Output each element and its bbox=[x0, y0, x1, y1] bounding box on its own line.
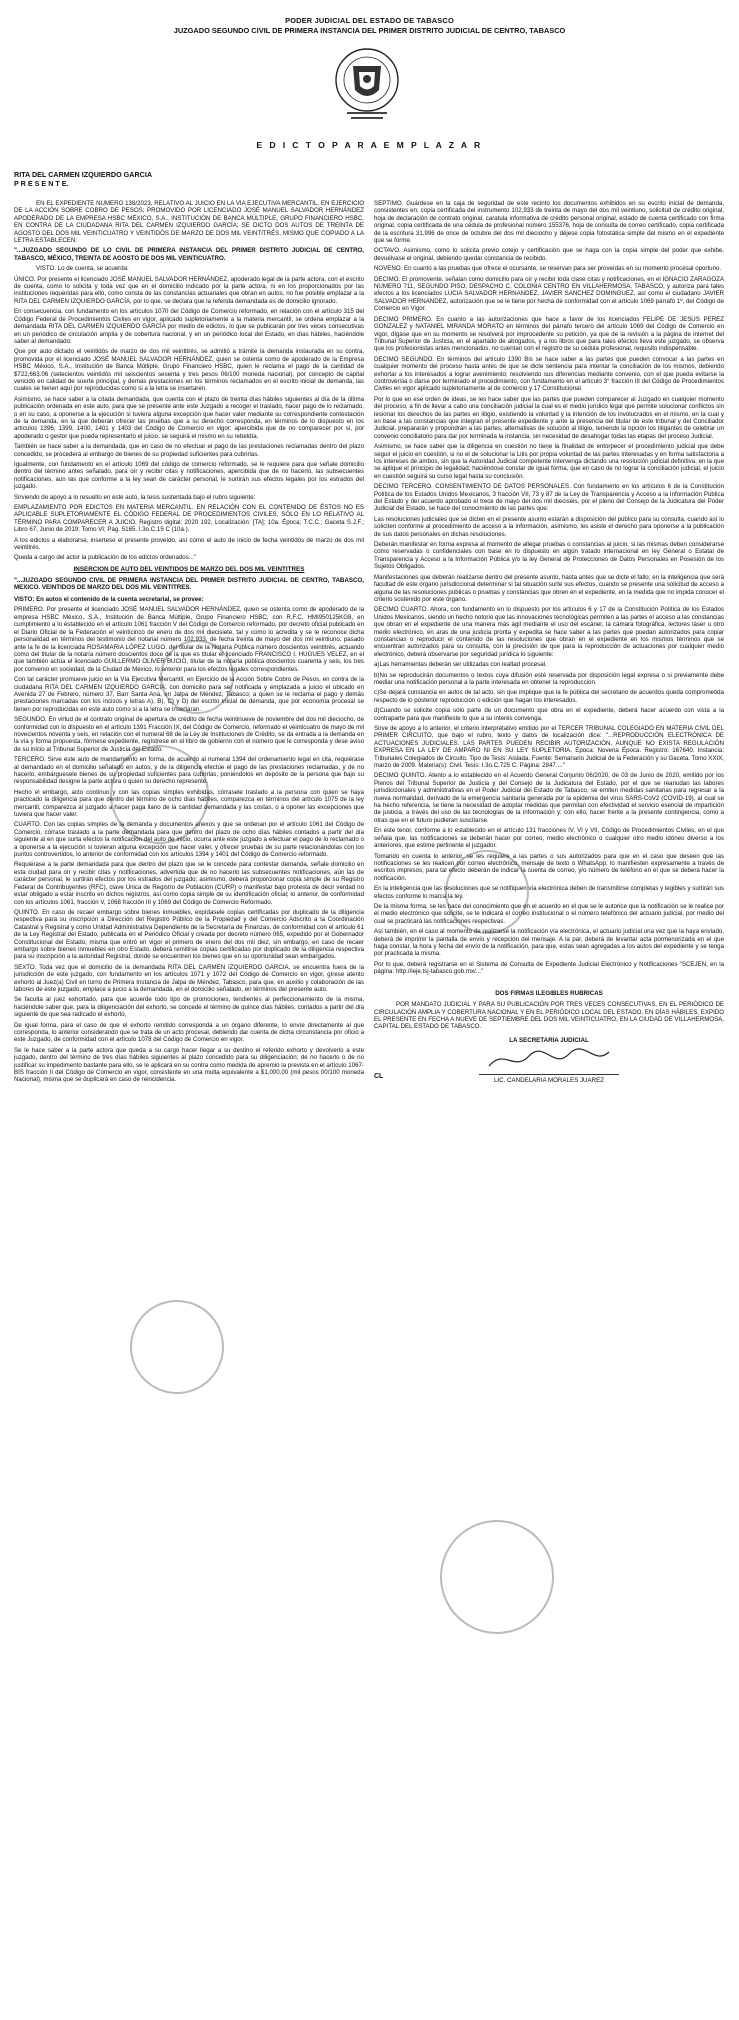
paragraph: Hecho el embargo, acto continuo y con las copias simples exhibidas, córrasele traslado a la persona con quien se haya practicado la diligencia para que dentro del término de ocho días hábiles, comparezca en términos del artículo 1075 de la ley mercantil, comparezca al juzgado a hacer paga llano de la cantidad demandada y las costas, o a oponer las excepciones que tuviera que hacer valer. bbox=[14, 788, 364, 819]
paragraph: Se faculta al juez exhortado, para que acuerde todo tipo de promociones, tendientes al perfeccionamiento de la misma, haciéndole saber que, para la diligenciación del exhorto, se concede el término de quince días hábiles, contados a partir del día siguiente de que sea radicado el exhorto, bbox=[14, 996, 364, 1019]
paragraph: Se le hace saber a la parte actora que queda a su cargo hacer llegar a su destino el referido exhorto y devolverlo a este juzgado, dentro del término de tres días hábiles siguientes al plazo concedido para su diligenciación; de no hacerlo o de no justificar su impedimento bastante para ello, se le aplicará en su contra como medida de apremio la prevista en el artículo 1067-BIS fracción II del Código de Comercio en vigor, consistente en una multa equivalente a $1,000.00 (mil pesos 00/100 moneda Nacional), misma que se duplicará en caso de reincidencia. bbox=[14, 1046, 364, 1084]
court-seal-logo bbox=[333, 46, 401, 124]
paragraph: EN EL EXPEDIENTE NÚMERO 138/2023, RELATIVO AL JUICIO EN LA VÍA EJECUTIVA MERCANTIL, EN EJERCICIO DE LA ACCIÓN SOBRE COBRO DE PESOS; PROMOVIDO POR LICENCIADO JOSÉ MANUEL SALVADOR HERNÁNDEZ APODERADO DE LA EMPRESA HSBC MÉXICO, S.A., INSTITUCIÓN DE BANCA MÚLTIPLE, GRUPO FINANCIERO HSBC, EN CONTRA DE LA CIUDADANA RITA DEL CARMEN IZQUIERDO GARCÍA; SE DICTO DOS AUTOS DE TREINTA DE AGOSTO DEL DOS MIL VEINTICUATRO Y VEINTIDÓS DE MARZO DE DOS MIL VEINTITRÉS, MISMO QUE COPIADO A LA LETRA ESTABLECEN: bbox=[14, 200, 364, 245]
paragraph: DECIMO QUINTO. Atento a lo establecido en el Acuerdo General Conjunto 06/2020, de 03 de Junio de 2020, emitido por los Plenos del Tribunal Superior de Justicia y del Consejo de la Judicatura del Estado, por el que se reanudan las labores jurisdiccionales y administrativas en el Poder Judicial del Estado de Tabasco, se emiten medidas sanitarias para regresar a la nueva normalidad, derivado de la emergencia sanitaria generada por la epidemia del virus SARS-CoV2 (COVID-19), al cual se ha hecho referencia, se tiene la necesidad de adoptar medidas que permitan con efectividad el servicio esencial de impartición de justicia, a través del uso de las tecnologías de la información y; con ello, hacer frente a la presente contingencia, como a otras que en el futuro pudieran suscitarse. bbox=[374, 772, 724, 824]
body-columns bbox=[14, 200, 725, 2000]
paragraph: DECIMO TERCERO. CONSENTIMIENTO DE DATOS PERSONALES. Con fundamento en los artículos 6 de la Constitución Política de los Estados Unidos Mexicanos, 3 fracción VII, 73 y 87 de la Ley de Transparencia y Acceso a la Información Pública del Estado y del acuerdo aprobado el trece de mayo del dos mil dieciséis, por el pleno del Consejo de la Judicatura del Poder Judicial del Estado, se hace del conocimiento de las partes que: bbox=[374, 483, 724, 513]
paragraph: DECIMO PRIMERO. En cuanto a las autorizaciones que hace a favor de los licenciados FELIPE DE JESUS PEREZ GONZALEZ y NATANIEL MIRANDA MORATO en términos del párrafo tercero del artículo 1069 del Código de Comercio en vigor, dígase que en su momento se resolverá por improcedente su petición, ya que de la revisión a la página de internet del Tribunal Superior de Justicia, en el apartado de abogados, y a los libros que para tales efectos lleva este juzgado, se observa que los profesionistas antes mencionados, no cuentan con el registro de su cédula profesional, requisito indispensable. bbox=[374, 315, 724, 353]
header-line-1: PODER JUDICIAL DEL ESTADO DE TABASCO bbox=[285, 16, 454, 25]
paragraph: También se hace saber a la demandada, que en caso de no efectuar el pago de las prestaciones reclamadas dentro del plazo concedido, se procederá al embargo de bienes de su propiedad suficientes para cubrirlas. bbox=[14, 443, 364, 458]
paragraph: Con tal carácter promueve juicio en la Vía Ejecutiva Mercantil, en Ejercicio de la Acción Sobre Cobro de Pesos, en contra de la ciudadana RITA DEL CARMEN IZQUIERDO GARCIA, con domicilio para ser notificada y emplazada a juicio el ubicado en Avenida 27 de Febrero, número 37, Barr Santa Ana, en Jalpa de Méndez, Tabasco; a quien se le reclama el pago y demás prestaciones marcadas con los incisos y letras A), B), C) y D) del escrito inicial de demanda, que por economía procesal se tienen por reproducidas en este auto como si a la letra se insertaran. bbox=[14, 676, 364, 713]
paragraph: QUINTO. En caso de recaer embargo sobre bienes inmuebles, expídasele copias certificadas por duplicado de la diligencia respectiva para su inscripción a Dirección del Registro Público de la Propiedad y del Comercio Adscrito a la Coordinación Catastral y Registral y como Unidad Administrativa Dependiente de la Secretaría de Finanzas, de conformidad con el artículo 61 de la Ley Registral del Estado, publicada en el Periódico Oficial y creada por decreto número 065, expedido por el Gobernador Constitucional del Estado, misma que entró en vigor el primero de enero del dos mil diez, sin embargo, en caso de recaer embargo sobre bienes inmuebles en otro Estado, deberá remitirse copias certificadas por duplicado de la diligencia respectiva para su inscripción a la autoridad Registral, donde se encuentren los bienes que en su oportunidad sean embargados. bbox=[14, 908, 364, 961]
paragraph: TERCERO. Sirve este auto de mandamiento en forma, de acuerdo al numeral 1394 del ordenamiento legal en cita, requiérase al demandado en el domicilio señalado en autos, y de la diligencia efectúe el pago de las prestaciones reclamadas, y de no hacerlo, embárguesele bienes de su propiedad suficientes para cubrirlas, poniéndolos en depósito de la persona que bajo su responsabilidad designe la parte actora o quien su derecho represente. bbox=[14, 756, 364, 786]
paragraph: NOVENO. En cuanto a las pruebas que ofrece el ocursante, se reservan para ser proveídas en su momento procesal oportuno. bbox=[374, 265, 722, 273]
paragraph: CUARTO. Con las copias simples de la demanda y documentos anexos y que se ordenan por el artículo 1061 del Código de Comercio, córrase traslado a la parte demandada para que dentro del plazo de ocho días hábiles contados a partir del día siguiente al en que surta efectos la notificación del auto de inicio, ocurra ante este juzgado a efectuar el pago de lo reclamado o a oponerse a la ejecución si tuvieran alguna excepción que hacer valer, y ofrecer pruebas de su parte relacionándolas con los puntos controvertidos, lo anterior de conformidad con los artículos 1394 y 1401 del Código de Comercio reformado. bbox=[14, 821, 364, 859]
paragraph: VISTO: En autos el contenido de la cuenta secretarial, se provee: bbox=[14, 596, 204, 604]
secretary-title: LA SECRETARIA JUDICIAL bbox=[509, 1036, 589, 1044]
court-stamp bbox=[110, 745, 209, 844]
paragraph: Sirve de apoyo a lo anterior, el criterio interpretativo emitido por el TERCER TRIBUNAL COLEGIADO EN MATERIA CIVIL DEL PRIMER CIRCUITO, que bajo el rubro, texto y datos de localización dice: "...REPRODUCCIÓN ELECTRÓNICA DE ACTUACIONES JUDICIALES. LAS PARTES PUEDEN RECIBIR AUTORIZACIÓN, AUNQUE NO EXISTA REGULACIÓN EXPRESA EN LA LEY DE AMPARO NI EN SU LEY SUPLETORIA. Época: Novena Época. Registro: 167640. Instancia: Tribunales Colegiados de Circuito. Tipo de Tesis: Aislada. Fuente: Semanario Judicial de la Federación y su Gaceta. Tomo XXIX, marzo de 2009. Materia(s): Civil. Tesis: I.3o.C.725 C. Página: 2847...." bbox=[374, 725, 724, 770]
paragraph: En consecuencia, con fundamento en los artículos 1070 del Código de Comercio reformado, en relación con el artículo 315 del Código Federal de Procedimientos Civiles en vigor, aplicado supletoriamente a la materia mercantil, se ordena emplazar a la demandada RITA DEL CARMEN IZQUIERDO GARCÍA por medio de edictos, lo que se publicarán por tres veces consecutivas en un periódico de circulación amplia y de cobertura nacional, y en un periódico local del Estado, en días hábiles, haciéndole saber al demandado: bbox=[14, 308, 364, 345]
paragraph: A los edictos a elaborarse, insertese el presente proveído, así como el auto de inicio de fecha veintidós de marzo de dos mil veintitrés. bbox=[14, 536, 364, 552]
addressee-block bbox=[14, 170, 152, 188]
paragraph: SEXTO. Toda vez que el domicilio de la demandada RITA DEL CARMEN IZQUIERDO GARCIA, se encuentra fuera de la jurisdicción de este juzgado, con fundamento en los artículos 1071 y 1072 del Código de Comercio en vigor, gírese atento exhorto al Juez(a) Civil en turno de Primera Instancia de Jalpa de Méndez, Tabasco, para que, en auxilio y colaboración de las labores de este juzgado, emplace a juicio a la demandada, en el domicilio señalado, en términos del presente auto. bbox=[14, 963, 364, 993]
paragraph: a)Las herramientas deberán ser utilizadas con lealtad procesal. bbox=[374, 661, 547, 669]
signature-block bbox=[374, 989, 724, 1085]
signatures-note: DOS FIRMAS ILEGIBLES RUBRICAS bbox=[495, 989, 603, 997]
court-stamp bbox=[130, 1300, 224, 1394]
paragraph: SEPTIMO. Guárdese en la caja de seguridad de este recinto los documentos exhibidos en su escrito inicial de demanda, consistentes en: copia certificada del instrumento 102,933 de treinta de mayo del dos mil veintiuno, solicitud de crédito original, hoja de declaración de contrato original, caratula informativa de crédito personal original, estado de cuenta certificado con firma original, copia certificada de una cédula de profesional número 155376, hoja de consulta de correo certificado, copia certificada de la escritura 31,996 de once de octubre del dos mil dieciocho y déjese copia fotostática simple del mismo en el expediente que se forme. bbox=[374, 200, 724, 245]
paragraph: b)No se reproducirán documentos o textos cuya difusión esté reservada por disposición legal expresa o si previamente debe mediar una notificación personal a la parte interesada en obtener la reproducción. bbox=[374, 671, 724, 686]
paragraph: "...JUZGADO SEGUNDO CIVIL DE PRIMERA INSTANCIA DEL PRIMER DISTRITO JUDICIAL DE CENTRO, TABASCO, MEXICO. VEINTIDOS DE MARZO DEL DOS MIL VEINTITRES. bbox=[14, 576, 364, 592]
court-stamp bbox=[160, 640, 234, 714]
paragraph: Queda a cargo del actor la publicación de los edictos ordenados..." bbox=[14, 554, 197, 562]
paragraph: En la inteligencia que las resoluciones que se notifiquen vía electrónica deben de transmitirse completas y legibles y surtirán sus efectos conforme lo marca la ley. bbox=[374, 885, 724, 900]
paragraph: EMPLAZAMIENTO POR EDICTOS EN MATERIA MERCANTIL. EN RELACIÓN CON EL CONTENIDO DE ÉSTOS NO ES APLICABLE SUPLETORIAMENTE EL CÓDIGO FEDERAL DE PROCEDIMIENTOS CIVILES, SÓLO EN LO RELATIVO AL TÉRMINO PARA COMPARECER A JUICIO. Registro digital: 2020 192, Localización: [TA]; 10a. Época; T.C.C.; Gaceta S.J.F.; Libro 67, Junio de 2019; Tomo VI; Pág. 5165. I.3o.C.15 C (10a.). bbox=[14, 504, 364, 534]
paragraph: De igual forma, para el caso de que el exhorto remitido corresponda a un órgano diferente, lo envíe directamente al que corresponda, lo anterior considerando que se trata de un acto procesal, debiendo dar cuenta de dicha circunstancia por oficio a este Juzgado, de conformidad con el artículo 1078 del Código de Comercio en vigor. bbox=[14, 1021, 364, 1044]
initials: CL bbox=[374, 1073, 384, 1080]
publication-order: POR MANDATO JUDICIAL Y PARA SU PUBLICACIÓN POR TRES VECES CONSECUTIVAS, EN EL PERIÓDICO DE CIRCULACIÓN AMPLIA Y COBERTURA NACIONAL Y EN EL PERIÓDICO LOCAL DEL ESTADO, EN DÍAS HÁBILES, EXPIDO EL PRESENTE EN FECHA A NUEVE DE SEPTIEMBRE DEL DOS MIL VEINTICUATRO, EN LA CIUDAD DE VILLAHERMOSA, CAPITAL DEL ESTADO DE TABASCO. bbox=[374, 1001, 724, 1031]
document-title: E D I C T O P A R A E M P L A Z A R bbox=[256, 140, 483, 150]
paragraph: PRIMERO. Por presente el licenciado JOSÉ MANUEL SALVADOR HERNÁNDEZ, quien se ostenta como de apoderado de la empresa HSBC México, S.A., Institución de Banca Múltiple, Grupo Financiero HSBC, con R.F.C. HMI950125KG8, en cumplimiento a lo establecido en el artículo 1061 fracción V del Código de Comercio reformado, por decreto oficial publicado en el Diario Oficial de la Federación el veinticinco de enero de dos mil diecisiete, tal y como lo acredita y se le reconoce dicha personalidad en términos del testimonio del notarial número 102,933, de fecha treinta de mayo del dos mil veintiuno, pasado ante la fe de la licenciada ROSAMARIA LÓPEZ LUGO, del titular de la Notaría Pública número doscientos veintitrés, actuando como del titular de la notaría número doscientos doce de la que es titular el licenciado FRANCISCO I. HUGUES VELEZ, en el que también actúa el licenciado GUILLERMO OLIVER BUCIO, titular de la notaría pública doscientos cuarenta y seis, los tres por convenio en sociedad, de la Ciudad de México, lo anterior para los efectos legales correspondientes. bbox=[14, 606, 364, 673]
court-stamp bbox=[445, 850, 529, 934]
paragraph: De la misma forma, se les hace del conocimiento que en el acuerdo en el que se le autorice que la notificación se le realice por el medio electrónico que solicite, se le indicará el correo institucional o el número telefónico del actuario judicial, por medio del cual se practicará las notificaciones respectivas. bbox=[374, 902, 724, 925]
handwritten-signature bbox=[479, 1044, 619, 1074]
paragraph: ÚNICO. Por presente el licenciado JOSÉ MANUEL SALVADOR HERNÁNDEZ, apoderado legal de la parte actora, con el escrito de cuenta, como lo solicita y toda vez que en el domicilio indicado por la parte actora, ni en los proporcionados por las instituciones requeridas para ello, como consta de las constancias actuariales que obran en autos, no fue posible emplazar a la RITA DEL CARMEN IZQUIERDO GARCÍA, por lo que, se declara que la referida demandada es de domicilio ignorado. bbox=[14, 275, 364, 305]
paragraph: Así también, en el caso al momento de realizarse la notificación vía electrónica, el actuario judicial una vez que la haya enviado, deberá de imprimir la pantalla de envío y recepción del mensaje. A la par, deberá de levantar acta pormenorizada en el que haga constar, la hora y fecha del envío de la notificación, para que, estas sean agregadas a los autos del expediente y se tenga por practicada la misma. bbox=[374, 928, 724, 958]
paragraph: Asimismo, se hace saber que la diligencia en cuestión no tiene la finalidad de entorpecer el procedimiento judicial que debe seguir el juicio en cuestión, si no el de solucionar la Litis por propia voluntad de las partes interesadas y en forma satisfactoria a los intereses de ambos, sin que la Autoridad Judicial competente intervenga dictando una resolución judicial definitiva, en la que se aplique el principio de legalidad; haciéndose constar de igual forma, que en caso de no lograr la conciliación judicial, el juicio en cuestión seguirá su curso legal hasta su conclusión. bbox=[374, 443, 724, 480]
paragraph: Por lo que en ese orden de ideas, se les hace saber que las partes que pueden comparecer al Juzgado en cualquier momento del proceso, a fin de llevar a cabo una conciliación judicial la cual es el medio jurídico legal que permite solucionar conflictos sin lesionar los derechos de las partes en litigio, existiendo la voluntad y la intención de los involucrados en el mismo, en la cual y en base a las constancias que integran el presente expediente y ante la presencia del titular de este tribunal y del Conciliador Judicial, prepararán y propondrán a las partes, alternativas de solución al litigio, teniendo la opción los litigantes de celebrar un convenio conciliatorio para dar por terminada la instancia, sin necesidad de desahogar todas las etapas del proceso Judicial. bbox=[374, 395, 724, 440]
right-column bbox=[374, 200, 724, 2000]
paragraph: Igualmente, con fundamento en el artículo 1069 del código de comercio reformado, se le requiere para que señale domicilio dentro del término antes señalado, para oír y recibir citas y notificaciones, apercibida que de no hacerlo, las subsecuentes notificaciones, aun las que conforme a la ley sean de carácter personal, le surtirán sus efectos legales por los estrados del juzgado. bbox=[14, 461, 364, 491]
addressee-name: RITA DEL CARMEN IZQUIERDO GARCIA bbox=[14, 170, 153, 179]
court-stamp bbox=[440, 1520, 554, 1634]
header-line-2: JUZGADO SEGUNDO CIVIL DE PRIMERA INSTANCIA DEL PRIMER DISTRITO JUDICIAL DE CENTRO, TABASCO bbox=[173, 26, 566, 35]
paragraph: En este tenor, conforme a lo establecido en el artículo 131 fracciones IV, VI y VII, Código de Procedimientos Civiles, en el que señala que, las notificaciones se deberán hacer por correo, medio electrónico o cualquier otro medio idóneo diverso a los anteriores, que estime pertinente el juzgador. bbox=[374, 827, 724, 850]
paragraph: OCTAVO. Asimismo, como lo solicita previo cotejo y certificación que se haga con la copia simple del poder que exhibe, devuélvase el original, debiendo quedar constancia de recibido. bbox=[374, 247, 724, 262]
paragraph: Manifestaciones que deberán realizarse dentro del presente asunto, hasta antes que se dicte el fallo; en la inteligencia que será facultad de este órgano jurisdiccional determinar si tal situación surte sus efectos, cuando se presente una solicitud de acceso a alguna de las resoluciones públicas o pruebas y constancias que obren en el expediente, en la medida que no impida conocer el criterio sostenido por este órgano. bbox=[374, 573, 724, 603]
paragraph: DECIMO SEGUNDO. En términos del artículo 1390 Bis se hace saber a las partes que pueden convocar a las partes en cualquier momento del proceso hasta antes de que se dicte sentencia para intentar la conciliación de los mismos, debiendo exhortar a los interesados a lograr avenimiento; resolviendo sus diferencias mediante convenio, con el que pueda evitarse la controversia o darse por terminado el procedimiento, con fundamento en el artículo 3° fracción III del Código de Procedimientos Civiles en vigor aplicado supletoriamente al de comercio y 17 Constitucional. bbox=[374, 355, 724, 393]
paragraph: c)Se dejará constancia en autos de tal acto, sin que implique que la fe pública del secretario de acuerdos queda comprometida respecto de lo posterior reproducción o edición que hagan los interesados. bbox=[374, 689, 724, 704]
paragraph: DECIMO. El promovente, señalan como domicilio para oír y recibir toda clase citas y notificaciones, en el IGNACIO ZARAGOZA NUMERO 711, SEGUNDO PISO, DESPACHO C, COLONIA CENTRO EN VILLAHERMOSA, TABASCO, y autoriza para tales efectos a los licenciados LUCIA SALVADOR HERNANDEZ, JAVIER SANCHEZ DOMINGUEZ, así como el ciudadano JAVIER SALVADOR HERNANDEZ, autorización que se le tiene por hecha de conformidad con el artículo 1069 párrafo 1º, del Código de Comercio en Vigor. bbox=[374, 275, 724, 313]
paragraph: d)Cuando se solicite copia sólo parte de un documento que obra en el expediente, deberá hacer acuerdo con vista a la contraparte para que manifieste lo que a su interés convenga. bbox=[374, 707, 724, 722]
document-header bbox=[12, 16, 727, 134]
paragraph: SEGUNDO. En virtud de el contrato original de apertura de crédito de fecha veintinueve de noviembre del dos mil dieciocho, de conformidad con lo dispuesto en el artículo 1391 Fracción IX, del Código de Comercio, reformado el veinticuatro de mayo de mil novecientos noventa y seis, en relación con el numeral 68 de la Ley de Instituciones de Crédito, se da entrada a la demanda en la vía y forma propuesta, fórmese expediente, regístrese en el libro de gobierno con el número que le corresponda y dese aviso de su inicio al Tribunal Superior de Justicia del Estado. bbox=[14, 716, 364, 753]
paragraph: Deberán manifestar en forma expresa al momento de allegar pruebas o constancias al juicio, si las mismas deben considerarse como reservadas o confidenciales con base en lo dispuesto en algún tratado internacional en ley General o Estatal de Transparencia y Acceso a la Información Pública y/o la ley General de Protecciones de Datos Personales en Posesión de los Sujetos Obligados. bbox=[374, 541, 724, 571]
paragraph: Asimismo, se hace saber a la citada demandada, que cuenta con el plazo de treinta días hábiles siguientes al día de la última publicación ordenada en este auto, para que se presente ante este Juzgado a recoger el traslado, hacer pago de lo reclamado, o en su caso, a oponerse a la ejecución si tuviera alguna excepción que hacer valer mediante su correspondiente contestación de la demanda, en la que deberán ofrecer las pruebas que a su derecho corresponda, en términos de lo dispuesto en los artículos 1396, 1399, 1400, 1401 y 1403 del Código de Comercio en vigor; apercibida que de no comparecer por sí, por apoderado o gestor que pueda representarlo el juicio, se seguirá el mismo en su rebeldía. bbox=[14, 395, 364, 440]
paragraph: VISTO. Lo de cuenta, se acuerda: bbox=[36, 265, 129, 273]
paragraph: Tomando en cuenta lo anterior, se les requiere a las partes o sus autorizados para que en el caso que deseen que las notificaciones se les realicen por correo electrónico, mensaje de texto o WhatsApp, lo manifiesten expresamente a través de escritos impresos; para tal efecto deberán de indicar la cuenta de correo, y/o número de teléfono en el que se deberá hacer la notificación. bbox=[374, 852, 724, 882]
secretary-name: LIC. CANDELARIA MORALES JUAREZ bbox=[493, 1077, 605, 1085]
paragraph: Las resoluciones judiciales que se dicten en el presente asunto estarán a disposición del público para su consulta, cuando así lo soliciten conforme al procedimiento de acceso a la información, asimismo, les asiste el derecho para oponerse a la publicación de sus datos personales en dichas resoluciones. bbox=[374, 515, 724, 538]
paragraph: Requiérase a la parte demandada para que dentro del plazo que se le concede para contestar demanda, señale domicilio en esta ciudad para oír y recibir citas y notificaciones, advertida que de no hacerlo las subsecuentes notificaciones, aún las de carácter personal, le surtirán efectos por los estrados del juzgado; asimismo, deberá proporcionar copia simple de su Registro Federal de Contribuyentes (RFC), clave Única de Registro de Población (CURP) o manifestar bajo protesta de decir verdad no estar obligado a estar inscrito en dichos registros, así como copia simple de su identificación oficial; lo anterior, de conformidad con los artículos 1061, fracción V, 1068 fracción III y 1069 del Código de Comercio Reformado. bbox=[14, 861, 364, 906]
paragraph: Por lo que, deberá registrarse en el Sistema de Consulta de Expediente Judicial Electrónico y Notificaciones "SCEJEN, en la página: http://ieje.tsj-tabasco.gob.mx/..." bbox=[374, 960, 724, 976]
paragraph: DECIMO CUARTO. Ahora, con fundamento en lo dispuesto por los artículos 6 y 17 de la Constitución Política de los Estados Unidos Mexicanos, siendo un hecho notorio que las innovaciones tecnológicas permiten a las partes el acceso a las constancias que obran en el expediente de una manera más ágil mediante el uso del escáner, la cámara fotográfica, lectores láser u otro medio electrónico, en aras de una justicia pronta y expedita se hace saber a las partes que puedan autorizados para copiar constancias o reproducir el contenido de las resoluciones que obran en el expediente en los mismos términos que se encuentran autorizados para su consulta, con la precisión de que para la reproducción de actuaciones por cualquier medio electrónico, deberá observarse por seguridad jurídica lo siguiente: bbox=[374, 606, 724, 658]
paragraph: "...JUZGADO SEGUNDO DE LO CIVIL DE PRIMERA INSTANCIA DEL PRIMER DISTRITO JUDICIAL DE CENTRO, TABASCO, MÉXICO, TREINTA DE AGOSTO DE DOS MIL VEINTICUATRO. bbox=[14, 247, 364, 262]
paragraph: Que por auto dictado el veintidós de marzo de dos mil veintitrés, se admitió a trámite la demanda instaurada en su contra, promovida por el licenciado JOSÉ MANUEL SALVADOR HERNÁNDEZ, quien se ostenta como de apoderado de la Empresa HSBC México, S.A., Institución de Banca Múltiple, Grupo Financiero HSBC, quien le reclama el pago de la cantidad de $722,663.06 (setecientos veintidós mil seiscientos sesenta y tres pesos 06/100 moneda nacional), por concepto de capital vencido en calidad de suerte principal, y demás prestaciones en los términos reclamados en el escrito inicial de demanda, las cuales se tienen aquí por reproducidas como si a la letra se insertaren. bbox=[14, 348, 364, 393]
addressee-presente: P R E S E N T E. bbox=[14, 179, 69, 188]
paragraph: Sirviendo de apoyo a lo resuelto en este auto, la tesis sustentada bajo el rubro siguiente: bbox=[14, 493, 256, 501]
section-heading: INSERCION DE AUTO DEL VEINTIDOS DE MARZO DEL DOS MIL VEINTITRES bbox=[73, 565, 305, 573]
left-column bbox=[14, 200, 364, 2000]
